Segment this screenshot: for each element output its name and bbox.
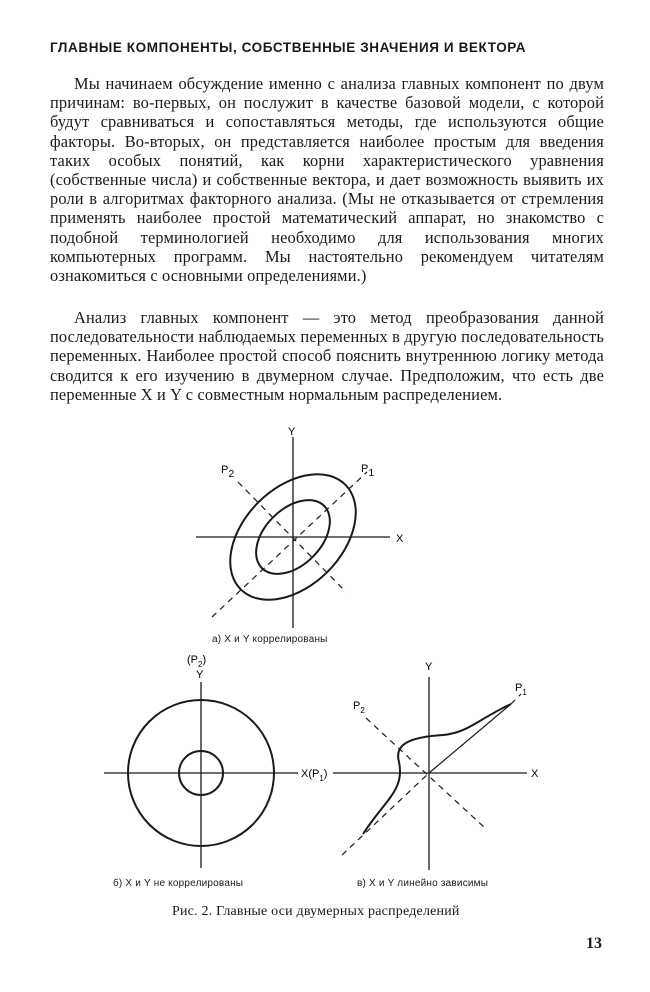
panel-c-p1-axis-upper: [511, 694, 521, 704]
panel-b-y-label: Y: [196, 669, 204, 681]
running-head: ГЛАВНЫЕ КОМПОНЕНТЫ, СОБСТВЕННЫЕ ЗНАЧЕНИЯ И ВЕКТОРА: [50, 40, 527, 55]
panel-c-p1-label: $P_1$: [515, 682, 527, 697]
page-number: 13: [586, 935, 602, 952]
panel-c-p1-axis-lower: [342, 773, 429, 855]
figure-caption: Рис. 2. Главные оси двумерных распределений: [172, 904, 460, 919]
panel-a-caption: а) X и Y коррелированы: [212, 634, 328, 645]
paragraph-2-text: Анализ главных компонент — это метод преобразования данной последовательности наблюдаемых переменных в другую последовательность переменных. Наиболее простой способ пояснить внутреннюю логику метода сводится к его изучению в двумерном случае. Предположим, что есть две переменные X и Y с совместным нормальным распределением.: [50, 308, 604, 404]
panel-a-y-label: Y: [288, 426, 296, 438]
panel-c-x-label: X: [531, 768, 539, 780]
panel-a-p2-label: P2: [221, 464, 235, 480]
paragraph-1-text: Мы начинаем обсуждение именно с анализа главных компонент по двум причинам: во-первых, он послужит в качестве базовой модели, с которой будут сравниваться и сопоставляться методы, где используются общие факторы. Во-вторых, он представляется наиболее простым для введения таких особых понятий, как корни характеристического уравнения (собственные числа) и собственные вектора, и дает возможность выявить их роли в алгоритмах факторного анализа. (Мы не отказывается от стремления применять наиболее простой математический аппарат, но знакомство с подобной терминологией необходимо для использования многих компьютерных программ. Мы настоятельно рекомендуем читателям ознакомиться с основными определениями.): [50, 74, 604, 286]
panel-a-x-label: X: [396, 533, 404, 545]
panel-c-y-label: Y: [425, 661, 433, 673]
panel-c-p2-label: $P_2$: [353, 700, 365, 715]
panel-c-p1-axis-solid: [429, 704, 511, 773]
panel-b-caption: б) X и Y не коррелированы: [113, 878, 244, 889]
panel-c-caption: в) X и Y линейно зависимы: [357, 878, 489, 889]
panel-a-p1-label: P1: [361, 463, 375, 479]
panel-b-p2-label: $(P_2)$: [187, 654, 207, 669]
panel-b-x-label: $X(P_1)$: [301, 768, 328, 783]
panel-b: [104, 682, 298, 868]
